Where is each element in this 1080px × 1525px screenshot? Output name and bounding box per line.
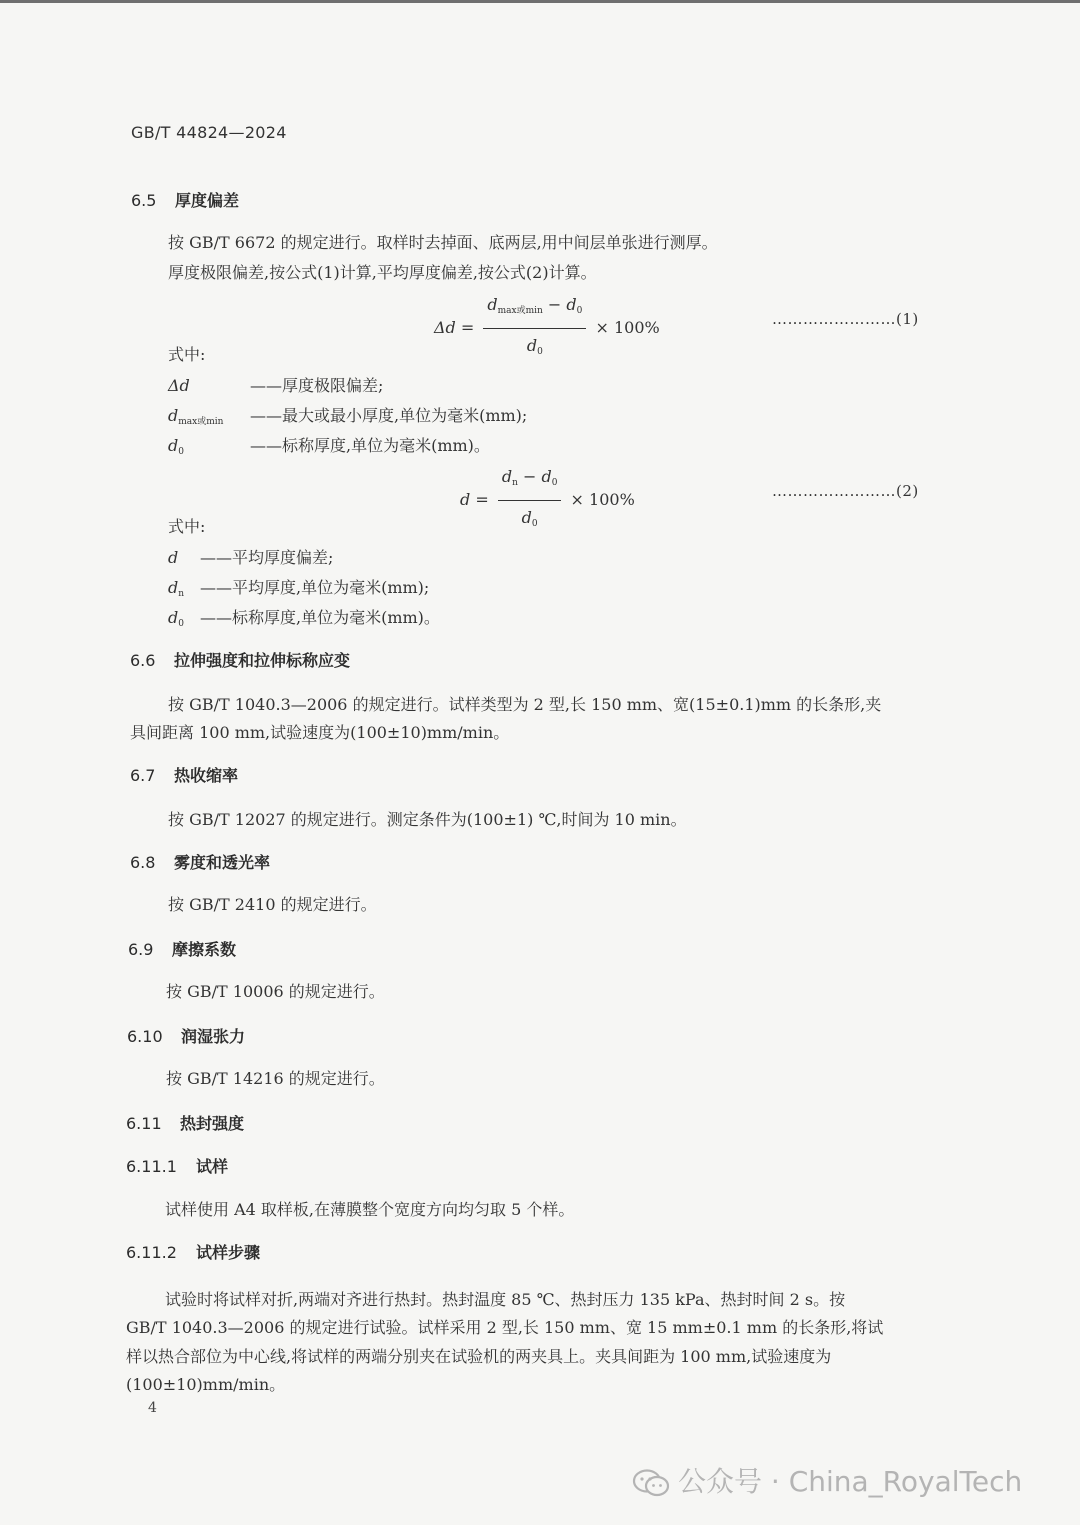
section-number: 6.11 (126, 1114, 162, 1133)
denominator-subscript: 0 (537, 347, 543, 357)
variable-definition (168, 373, 383, 396)
paragraph: 按 GB/T 1040.3—2006 的规定进行。试样类型为 2 型,长 150 mm、宽(15±0.1)mm 的长条形,夹 (168, 695, 882, 714)
equation-number: ……………………(2) (772, 482, 919, 500)
variable-symbol: d (168, 578, 179, 597)
section-number: 6.6 (130, 651, 156, 670)
numerator-subscript: 0 (576, 306, 583, 316)
formula-2 (460, 462, 635, 539)
wechat-icon (632, 1468, 670, 1498)
numerator-subscript: max或min (497, 306, 543, 316)
paragraph: 按 GB/T 12027 的规定进行。测定条件为(100±1) ℃,时间为 10 min。 (168, 810, 687, 829)
numerator-var: d (501, 467, 513, 486)
section-6-7-heading (130, 763, 238, 786)
where-label: 式中: (168, 517, 206, 536)
formula-lhs: Δd = (434, 318, 475, 337)
numerator-var: d (487, 295, 498, 314)
section-number: 6.9 (128, 940, 154, 959)
variable-symbol: Δd (168, 376, 190, 395)
paragraph: 试样使用 A4 取样板,在薄膜整个宽度方向均匀取 5 个样。 (165, 1200, 575, 1219)
variable-symbol: d (168, 548, 179, 567)
denominator-var: d (521, 508, 532, 527)
paragraph: 按 GB/T 14216 的规定进行。 (166, 1069, 385, 1088)
watermark-text: 公众号 · China_RoyalTech (678, 1465, 1023, 1498)
section-6-11-1-heading (126, 1154, 228, 1177)
variable-description: ——厚度极限偏差; (250, 376, 384, 395)
variable-definition (168, 433, 490, 457)
minus-sign: − (542, 295, 567, 314)
section-6-5-heading (131, 188, 239, 211)
section-number: 6.7 (130, 766, 156, 785)
section-6-11-heading (126, 1111, 244, 1134)
section-6-10-heading (127, 1024, 245, 1047)
numerator-subscript: 0 (551, 478, 558, 488)
paragraph: 按 GB/T 10006 的规定进行。 (166, 982, 385, 1001)
paragraph: (100±10)mm/min。 (126, 1375, 286, 1394)
document-header: GB/T 44824—2024 (131, 123, 287, 142)
paragraph: GB/T 1040.3—2006 的规定进行试验。试样采用 2 型,长 150 mm、宽 15 mm±0.1 mm 的长条形,将试 (126, 1318, 884, 1337)
formula-1 (434, 290, 660, 367)
section-number: 6.11.1 (126, 1157, 177, 1176)
section-title: 拉伸强度和拉伸标称应变 (174, 651, 351, 670)
paragraph: 具间距离 100 mm,试验速度为(100±10)mm/min。 (130, 723, 510, 742)
variable-definition (168, 403, 527, 427)
section-title: 试样步骤 (196, 1243, 261, 1262)
section-number: 6.8 (130, 853, 156, 872)
section-title: 摩擦系数 (172, 940, 237, 959)
section-6-11-2-heading (126, 1240, 260, 1263)
variable-description: ——最大或最小厚度,单位为毫米(mm); (250, 406, 528, 425)
numerator-subscript: n (512, 478, 518, 488)
denominator-subscript: 0 (531, 519, 538, 529)
formula-fraction (498, 462, 562, 539)
formula-fraction (483, 290, 586, 367)
section-number: 6.5 (131, 191, 157, 210)
section-title: 厚度偏差 (175, 191, 240, 210)
page-number: 4 (148, 1400, 157, 1416)
section-title: 试样 (196, 1157, 229, 1176)
variable-subscript: n (178, 589, 185, 599)
section-title: 热封强度 (180, 1114, 245, 1133)
equation-number: ……………………(1) (772, 310, 919, 328)
section-6-6-heading (130, 648, 350, 671)
formula-lhs: d = (460, 490, 489, 509)
section-title: 润湿张力 (181, 1027, 246, 1046)
where-label: 式中: (168, 345, 206, 364)
paragraph: 样以热合部位为中心线,将试样的两端分别夹在试验机的两夹具上。夹具间距为 100 mm,试验速度为 (126, 1347, 832, 1366)
minus-sign: − (517, 467, 542, 486)
watermark (632, 1460, 1022, 1500)
section-number: 6.10 (127, 1027, 163, 1046)
variable-subscript: 0 (178, 619, 184, 629)
paragraph: 厚度极限偏差,按公式(1)计算,平均厚度偏差,按公式(2)计算。 (168, 263, 597, 282)
formula-rhs: × 100% (570, 490, 635, 509)
variable-description: ——标称厚度,单位为毫米(mm)。 (200, 608, 440, 627)
variable-description: ——平均厚度,单位为毫米(mm); (200, 578, 430, 597)
variable-subscript: 0 (178, 447, 184, 457)
numerator-var: d (566, 295, 577, 314)
numerator-var: d (541, 467, 552, 486)
variable-description: ——平均厚度偏差; (200, 548, 334, 567)
section-6-9-heading (128, 937, 236, 960)
variable-symbol: d (168, 608, 179, 627)
section-6-8-heading (130, 850, 270, 873)
variable-description: ——标称厚度,单位为毫米(mm)。 (250, 436, 490, 455)
section-number: 6.11.2 (126, 1243, 177, 1262)
variable-definition (168, 575, 429, 599)
variable-subscript: max或min (178, 417, 224, 427)
paragraph: 按 GB/T 6672 的规定进行。取样时去掉面、底两层,用中间层单张进行测厚。 (168, 233, 718, 252)
formula-rhs: × 100% (595, 318, 660, 337)
paragraph: 按 GB/T 2410 的规定进行。 (168, 895, 377, 914)
paragraph: 试验时将试样对折,两端对齐进行热封。热封温度 85 ℃、热封压力 135 kPa、热封时间 2 s。按 (165, 1290, 846, 1309)
page-top-edge (0, 0, 1080, 3)
variable-definition (168, 605, 440, 629)
section-title: 热收缩率 (174, 766, 239, 785)
variable-symbol: d (168, 436, 179, 455)
variable-symbol: d (168, 406, 179, 425)
denominator-var: d (526, 336, 538, 355)
variable-definition (168, 545, 333, 568)
section-title: 雾度和透光率 (174, 853, 271, 872)
